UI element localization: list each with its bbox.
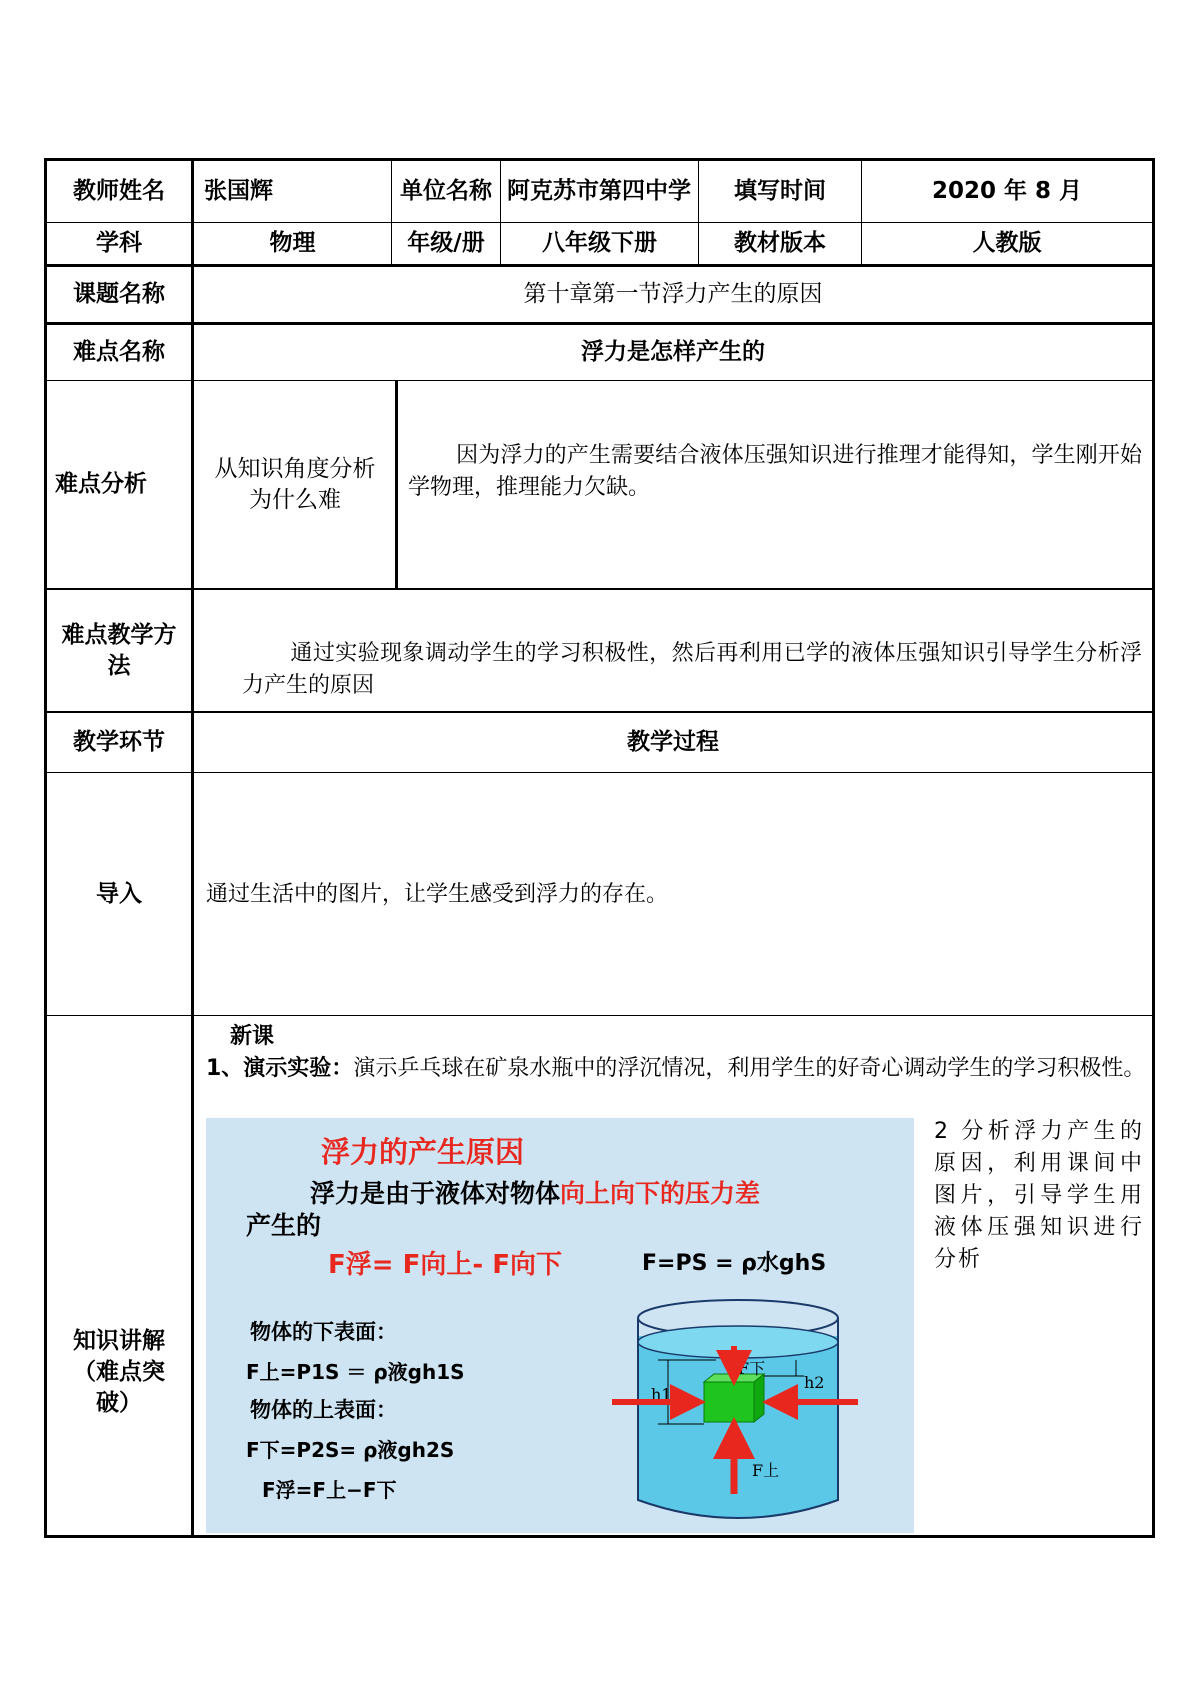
textbook-value: 人教版 <box>972 230 1042 256</box>
unit-label: 单位名称 <box>400 178 492 204</box>
process-label: 教学环节 <box>73 729 165 755</box>
method-text <box>242 638 1142 702</box>
slide-line1-red: 向上向下的压力差 <box>560 1179 761 1208</box>
teacher-value: 张国辉 <box>204 178 273 204</box>
slide-formula-ps: F=PS = ρ水ghS <box>642 1251 827 1276</box>
slide-bottom-label: 物体的下表面： <box>250 1320 397 1344</box>
experiment-prefix: 1、演示实验： <box>206 1056 354 1081</box>
subject-label: 学科 <box>96 230 142 256</box>
new-lesson-heading: 新课 <box>230 1024 275 1049</box>
method-text-content: 通过实验现象调动学生的学习积极性，然后再利用已学的液体压强知识引导学生分析浮力产生的原因 <box>242 641 1142 698</box>
h1-label: h1 <box>651 1385 672 1404</box>
grade-value: 八年级下册 <box>542 230 657 256</box>
f-down-label: F下 <box>738 1359 766 1378</box>
slide-line2: 产生的 <box>246 1211 322 1240</box>
knowledge-label: 知识讲解（难点突破） <box>73 1328 165 1416</box>
col-divider <box>395 380 398 588</box>
process-value: 教学过程 <box>627 729 719 755</box>
subject-value: 物理 <box>269 230 316 256</box>
slide-line1-black: 浮力是由于液体对物体 <box>310 1179 561 1208</box>
slide-top-label: 物体的上表面： <box>250 1398 397 1422</box>
cube-icon <box>704 1374 764 1422</box>
slide-f-up-eq: F上=P1S ＝ ρ液gh1S <box>246 1360 465 1384</box>
teacher-label: 教师姓名 <box>73 178 165 204</box>
f-up-label: F上 <box>752 1461 780 1480</box>
topic-value: 第十章第一节浮力产生的原因 <box>523 281 823 307</box>
filltime-value: 2020 年 8 月 <box>931 178 1083 204</box>
difficulty-label: 难点名称 <box>73 339 165 365</box>
analysis-text-content: 因为浮力的产生需要结合液体压强知识进行推理才能得知，学生刚开始学物理，推理能力欠缺。 <box>408 443 1142 500</box>
textbook-label: 教材版本 <box>734 230 826 256</box>
experiment-text: 演示乒乓球在矿泉水瓶中的浮沉情况，利用学生的好奇心调动学生的学习积极性。 <box>353 1056 1146 1081</box>
analysis-sub-label: 从知识角度分析为什么难 <box>214 455 376 513</box>
slide-f-float-eq: F浮=F上−F下 <box>262 1478 397 1502</box>
beaker-diagram <box>606 1288 906 1528</box>
row-divider <box>44 1015 1155 1016</box>
slide-title: 浮力的产生原因 <box>321 1135 525 1169</box>
slide-formula-main: F浮= F向上- F向下 <box>328 1250 562 1280</box>
row-divider <box>44 588 1155 590</box>
buoyancy-slide-image <box>206 1118 914 1533</box>
analysis-text <box>408 440 1142 504</box>
topic-label: 课题名称 <box>73 281 165 307</box>
intro-label: 导入 <box>96 880 142 907</box>
grade-label: 年级/册 <box>407 230 485 256</box>
h2-label: h2 <box>804 1373 825 1392</box>
experiment-paragraph <box>206 1053 1146 1084</box>
unit-value: 阿克苏市第四中学 <box>507 178 691 204</box>
method-label: 难点教学方法 <box>61 621 177 679</box>
filltime-label: 填写时间 <box>734 178 826 204</box>
difficulty-value: 浮力是怎样产生的 <box>581 339 765 365</box>
slide-f-down-eq: F下=P2S= ρ液gh2S <box>246 1438 455 1462</box>
analysis-side-note: 2 分析浮力产生的原因，利用课间中图片，引导学生用液体压强知识进行分析 <box>934 1119 1144 1272</box>
analysis-label: 难点分析 <box>55 471 147 497</box>
slide-line1 <box>310 1174 760 1210</box>
intro-text: 通过生活中的图片，让学生感受到浮力的存在。 <box>206 881 669 907</box>
